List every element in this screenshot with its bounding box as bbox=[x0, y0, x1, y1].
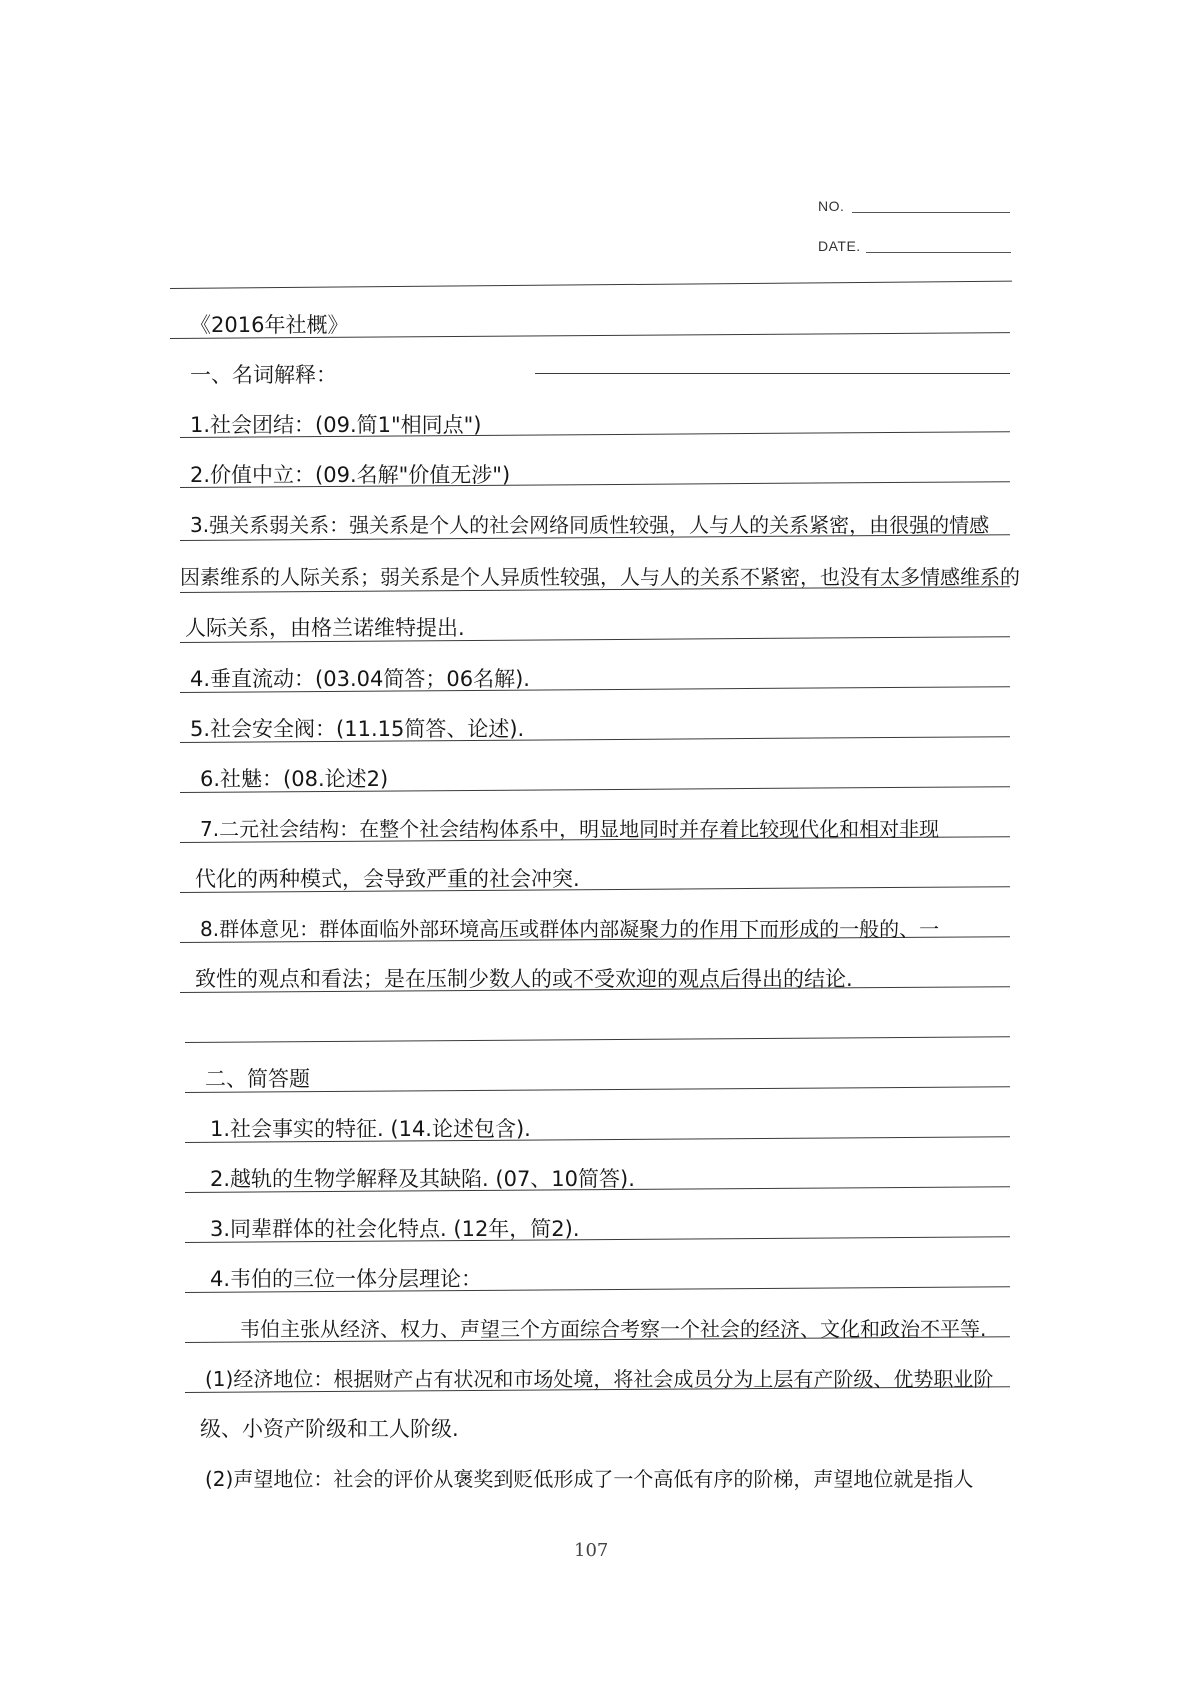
note-line: 1.社会事实的特征. (14.论述包含). bbox=[210, 1117, 531, 1141]
note-line: 4.韦伯的三位一体分层理论： bbox=[210, 1267, 483, 1291]
note-line: 人际关系，由格兰诺维特提出. bbox=[185, 616, 465, 640]
ruled-line bbox=[185, 1036, 1010, 1043]
note-line: 6.社魅：(08.论述2) bbox=[200, 767, 389, 791]
note-line: (1)经济地位：根据财产占有状况和市场处境，将社会成员分为上层有产阶级、优势职业阶 bbox=[205, 1367, 994, 1391]
note-line: 3.强关系弱关系：强关系是个人的社会网络同质性较强，人与人的关系紧密，由很强的情感 bbox=[190, 513, 990, 537]
section-title: 《2016年社概》 bbox=[190, 313, 349, 337]
note-line: 韦伯主张从经济、权力、声望三个方面综合考察一个社会的经济、文化和政治不平等. bbox=[240, 1317, 987, 1341]
no-underline bbox=[852, 212, 1010, 213]
note-line: 致性的观点和看法；是在压制少数人的或不受欢迎的观点后得出的结论. bbox=[195, 967, 853, 991]
note-line: 代化的两种模式，会导致严重的社会冲突. bbox=[195, 867, 580, 891]
note-line: 2.越轨的生物学解释及其缺陷. (07、10简答). bbox=[210, 1167, 635, 1191]
note-line: 5.社会安全阀：(11.15简答、论述). bbox=[190, 717, 525, 741]
note-line: 级、小资产阶级和工人阶级. bbox=[200, 1417, 459, 1441]
ruled-line bbox=[535, 373, 1010, 374]
note-line: (2)声望地位：社会的评价从褒奖到贬低形成了一个高低有序的阶梯，声望地位就是指人 bbox=[205, 1467, 974, 1491]
note-line: 1.社会团结：(09.简1"相同点") bbox=[190, 413, 482, 437]
no-label: NO. bbox=[818, 198, 845, 214]
page-number: 107 bbox=[574, 1540, 609, 1561]
heading-short-answer: 二、简答题 bbox=[205, 1067, 310, 1091]
note-line: 7.二元社会结构：在整个社会结构体系中，明显地同时并存着比较现代化和相对非现 bbox=[200, 817, 940, 841]
note-line: 3.同辈群体的社会化特点. (12年，简2). bbox=[210, 1217, 580, 1241]
note-line: 8.群体意见：群体面临外部环境高压或群体内部凝聚力的作用下而形成的一般的、一 bbox=[200, 917, 940, 941]
note-line: 2.价值中立：(09.名解"价值无涉") bbox=[190, 463, 511, 487]
date-underline bbox=[866, 252, 1011, 253]
ruled-line bbox=[170, 281, 1012, 289]
heading-terms: 一、名词解释： bbox=[190, 363, 337, 387]
date-label: DATE. bbox=[818, 238, 861, 254]
note-line: 因素维系的人际关系；弱关系是个人异质性较强，人与人的关系不紧密，也没有太多情感维系的 bbox=[180, 565, 1020, 589]
note-line: 4.垂直流动：(03.04简答；06名解). bbox=[190, 667, 530, 691]
